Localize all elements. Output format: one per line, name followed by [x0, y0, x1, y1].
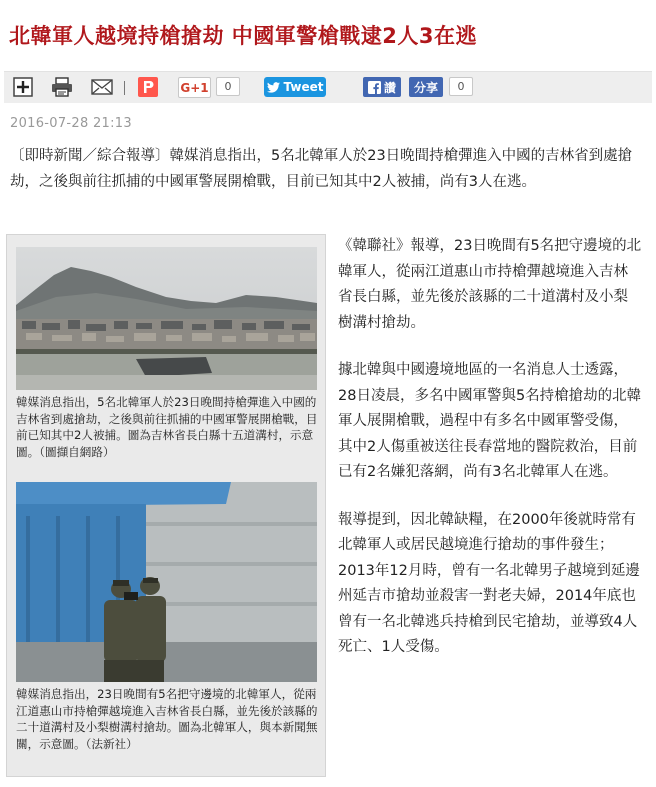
plurk-icon[interactable]	[137, 77, 159, 97]
mail-icon[interactable]	[90, 77, 114, 97]
google-plus-button[interactable]: G+1	[178, 77, 211, 98]
tweet-button[interactable]	[264, 77, 326, 97]
print-icon[interactable]	[50, 77, 74, 97]
photo-village	[16, 247, 317, 390]
tweet-label: Tweet	[283, 80, 324, 94]
facebook-share-button[interactable]: 分享	[409, 77, 443, 97]
toolbar-divider	[122, 77, 128, 97]
photo-soldiers	[16, 482, 317, 682]
facebook-like-button[interactable]	[363, 77, 401, 97]
share-toolbar	[4, 71, 652, 103]
publish-date: 2016-07-28 21:13	[10, 116, 132, 131]
plus-icon[interactable]	[12, 77, 34, 97]
article-lead: 〔即時新聞／綜合報導〕韓媒消息指出，5名北韓軍人於23日晚間持槍彈進入中國的吉林省到處搶劫，之後與前往抓捕的中國軍警展開槍戰，目前已知其中2人被捕，尚有3人在逃。	[10, 148, 633, 190]
article-paragraph: 據北韓與中國邊境地區的一名消息人士透露，28日凌晨，多名中國軍警與5名持槍搶劫的北韓軍人展開槍戰，過程中有多名中國軍警受傷，其中2人傷重被送往長春當地的醫院救治，目前已有2名嫌犯落網，尚有3名北韓軍人在逃。	[338, 362, 642, 480]
article-paragraph: 《韓聯社》報導，23日晚間有5名把守邊境的北韓軍人，從兩江道惠山市持槍彈越境進入吉林省長白縣，並先後於該縣的二十道溝村及小梨樹溝村搶劫。	[338, 238, 642, 331]
article-title: 北韓軍人越境持槍搶劫 中國軍警槍戰逮2人3在逃	[9, 24, 478, 48]
article-body	[338, 234, 642, 683]
photo-sidebar	[6, 234, 326, 777]
facebook-like-label: 讚	[383, 80, 396, 95]
google-plus-count: 0	[216, 77, 240, 96]
article-paragraph: 報導提到，因北韓缺糧，在2000年後就時常有北韓軍人或居民越境進行搶劫的事件發生；2013年12月時，曾有一名北韓男子越境到延邊州延吉市搶劫並殺害一對老夫婦，2014年底也曾有一名北韓逃兵持槍到民宅搶劫，並導致4人死亡、1人受傷。	[338, 511, 640, 655]
twitter-bird-icon	[267, 82, 280, 93]
share-count: 0	[449, 77, 473, 96]
photo-caption-1: 韓媒消息指出，5名北韓軍人於23日晚間持槍彈進入中國的吉林省到處搶劫，之後與前往抓捕的中國軍警展開槍戰，目前已知其中2人被捕。圖為吉林省長白縣十五道溝村，示意圖。（圖擷自網路）	[16, 395, 318, 459]
photo-caption-2: 韓媒消息指出，23日晚間有5名把守邊境的北韓軍人，從兩江道惠山市持槍彈越境進入吉林省長白縣，並先後於該縣的二十道溝村及小梨樹溝村搶劫。圖為北韓軍人，與本新聞無關，示意圖。（法新社）	[16, 687, 318, 751]
facebook-icon	[368, 81, 381, 94]
